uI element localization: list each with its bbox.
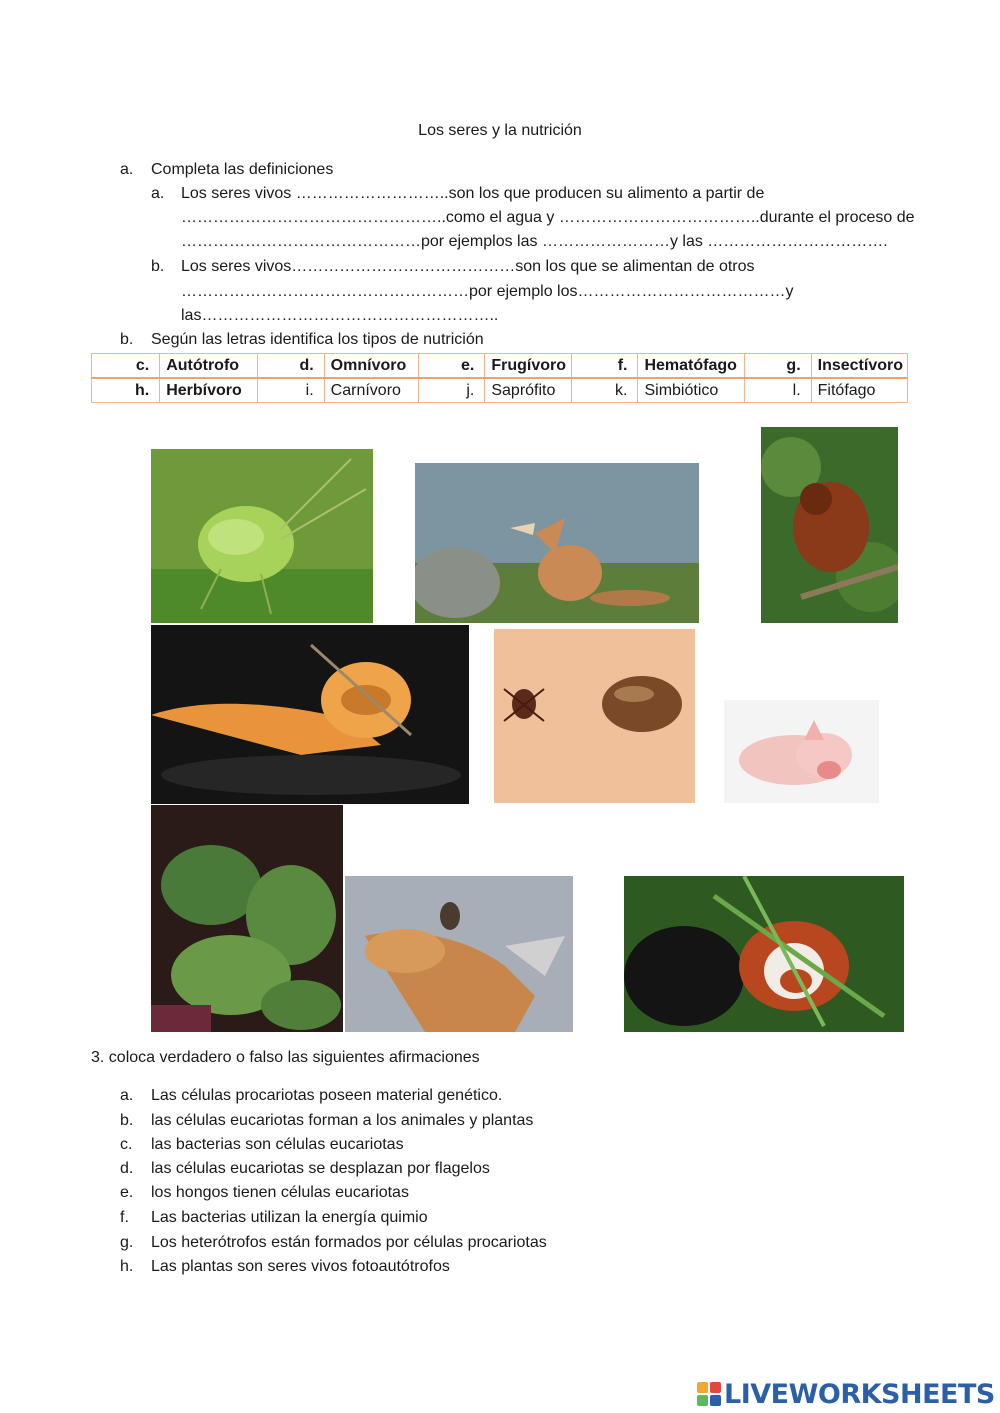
table-nutrition-type: Fitófago: [811, 378, 907, 403]
logo-grid-icon: [697, 1382, 721, 1406]
table-letter: g.: [745, 354, 811, 379]
table-letter: k.: [572, 378, 638, 403]
statement-marker: c.: [120, 1136, 133, 1153]
table-letter: j.: [419, 378, 485, 403]
nutrition-types-table: [91, 353, 908, 403]
statement-marker: a.: [120, 1087, 134, 1104]
ticks-photo: [494, 629, 695, 803]
true-false-statement[interactable]: Los heterótrofos están formados por células procariotas: [151, 1234, 547, 1251]
true-false-statement[interactable]: Las bacterias utilizan la energía quimio: [151, 1209, 428, 1226]
true-false-statement[interactable]: las células eucariotas forman a los animales y plantas: [151, 1112, 534, 1129]
orangutan-photo: [761, 427, 898, 623]
true-false-statement[interactable]: Las plantas son seres vivos fotoautótrofos: [151, 1258, 450, 1275]
table-nutrition-type: Simbiótico: [638, 378, 745, 403]
table-nutrition-type: Omnívoro: [324, 354, 418, 379]
true-false-statement[interactable]: Las células procariotas poseen material genético.: [151, 1087, 503, 1104]
definition-line[interactable]: ………………………………………………por ejemplo los…………………………………y: [181, 283, 794, 300]
gazelle-with-oxpecker-photo: [345, 876, 573, 1032]
definition-line[interactable]: …………………………………………..como el agua y ………………………………..durante el proceso de: [181, 209, 915, 226]
item-a-marker: a.: [151, 185, 165, 202]
piglet-photo: [724, 700, 879, 803]
page-title: Los seres y la nutrición: [418, 122, 582, 139]
table-nutrition-type: Herbívoro: [160, 378, 258, 403]
table-letter: c.: [92, 354, 160, 379]
item-b-marker: b.: [151, 258, 165, 275]
table-letter: d.: [258, 354, 324, 379]
true-false-statement[interactable]: los hongos tienen células eucariotas: [151, 1184, 409, 1201]
table-letter: e.: [419, 354, 485, 379]
section-a-marker: a.: [120, 161, 134, 178]
definition-line[interactable]: las………………………………………………..: [181, 307, 499, 324]
fox-photo: [415, 463, 699, 623]
logo-wordmark: LIVEWORKSHEETS: [724, 1378, 995, 1410]
fern-photo: [151, 805, 343, 1032]
table-nutrition-type: Insectívoro: [811, 354, 907, 379]
definition-line[interactable]: Los seres vivos……………………………………son los que se alimentan de otros: [181, 258, 755, 275]
table-nutrition-type: Carnívoro: [324, 378, 418, 403]
statement-marker: h.: [120, 1258, 134, 1275]
section-3-heading: 3. coloca verdadero o falso las siguientes afirmaciones: [91, 1049, 480, 1066]
statement-marker: e.: [120, 1184, 134, 1201]
aphid-photo: [151, 449, 373, 623]
statement-marker: b.: [120, 1112, 134, 1129]
true-false-statement[interactable]: las células eucariotas se desplazan por flagelos: [151, 1160, 490, 1177]
statement-marker: g.: [120, 1234, 134, 1251]
table-nutrition-type: Autótrofo: [160, 354, 258, 379]
true-false-statement[interactable]: las bacterias son células eucariotas: [151, 1136, 404, 1153]
statement-marker: d.: [120, 1160, 134, 1177]
table-row: [92, 354, 908, 379]
section-b-marker: b.: [120, 331, 134, 348]
table-letter: i.: [258, 378, 324, 403]
table-row: [92, 378, 908, 403]
definition-line[interactable]: Los seres vivos ………………………..son los que producen su alimento a partir de: [181, 185, 765, 202]
section-a-heading: Completa las definiciones: [151, 161, 334, 178]
liveworksheets-logo: [697, 1378, 995, 1410]
table-letter: h.: [92, 378, 160, 403]
section-b-heading: Según las letras identifica los tipos de nutrición: [151, 331, 484, 348]
gecko-eating-insect-photo: [151, 625, 469, 804]
table-letter: f.: [572, 354, 638, 379]
definition-line[interactable]: ………………………………………por ejemplos las ……………………y las …………………………….: [181, 233, 888, 250]
statement-marker: f.: [120, 1209, 129, 1226]
table-nutrition-type: Frugívoro: [485, 354, 572, 379]
red-panda-photo: [624, 876, 904, 1032]
table-letter: l.: [745, 378, 811, 403]
table-nutrition-type: Saprófito: [485, 378, 572, 403]
table-nutrition-type: Hematófago: [638, 354, 745, 379]
